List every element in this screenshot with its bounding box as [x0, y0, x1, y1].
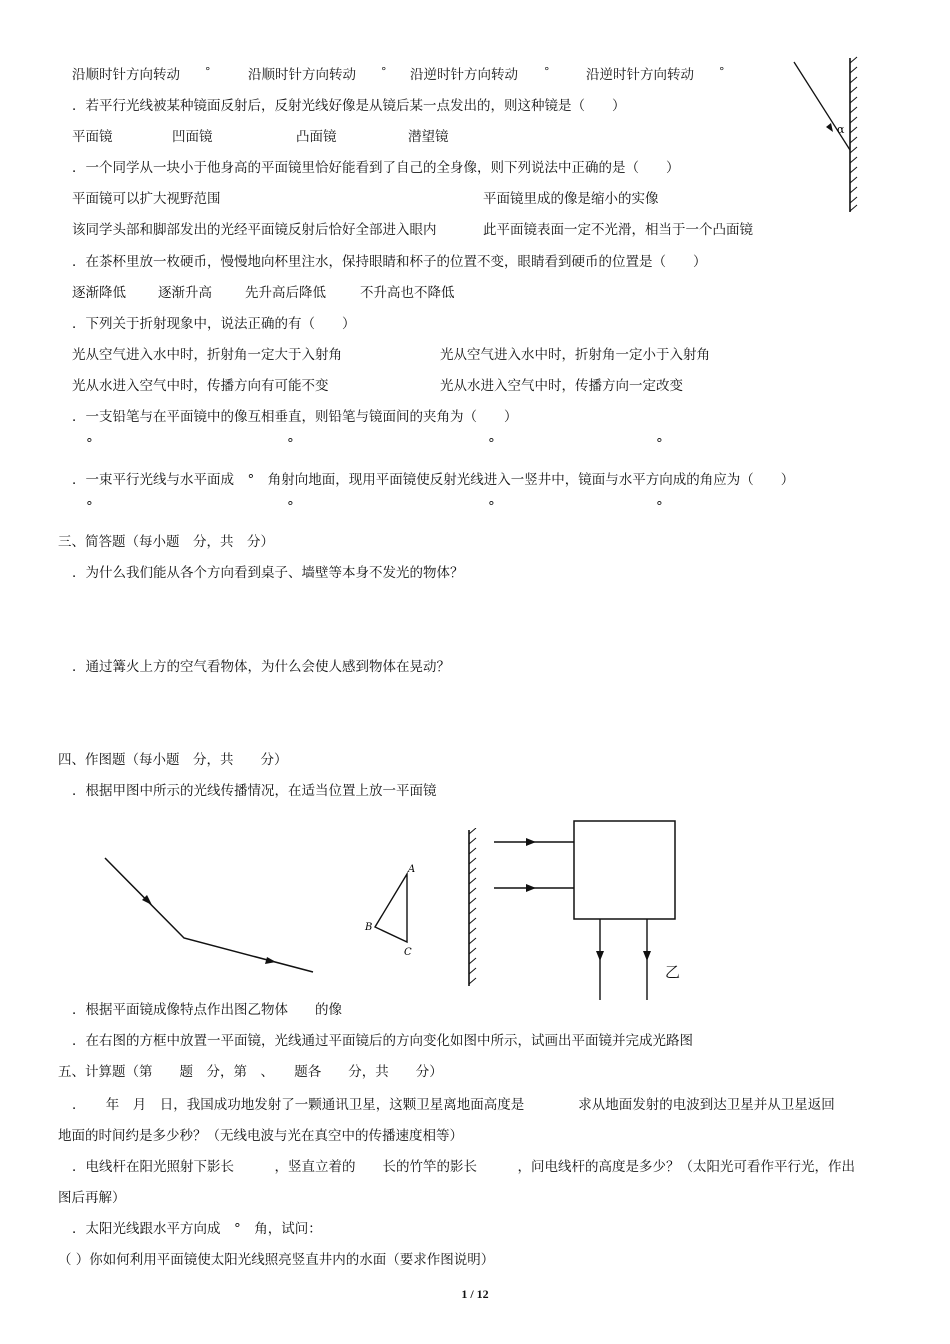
page-number: 1 / 12: [461, 1287, 489, 1301]
question-draw-2: ．根据平面镜成像特点作出图乙物体 的像: [72, 1002, 342, 1018]
angle-alpha-label: α: [837, 123, 845, 136]
question-full-body: ．一个同学从一块小于他身高的平面镜里恰好能看到了自己的全身像，则下列说法中正确的是（ ）: [72, 160, 680, 176]
option-a: °: [86, 436, 93, 452]
question-calc-3: ．太阳光线跟水平方向成 ° 角，试问：: [72, 1221, 322, 1237]
degree-mark: °: [544, 65, 550, 78]
option-b: °: [287, 499, 294, 515]
question-calc-1-cont: 地面的时间约是多少秒？（无线电波与光在真空中的传播速度相等）: [58, 1128, 463, 1144]
question-refraction: ．下列关于折射现象中，说法正确的有（ ）: [72, 316, 356, 332]
section-title: 四、作图题（每小题 分，共 分）: [58, 752, 288, 768]
degree-mark: °: [381, 65, 387, 78]
option-b: 逐渐升高: [158, 285, 212, 301]
option-b: 光从空气进入水中时，折射角一定小于入射角: [440, 347, 710, 363]
question-short-2: ．通过篝火上方的空气看物体，为什么会使人感到物体在晃动？: [72, 659, 450, 675]
option-b: °: [287, 436, 294, 452]
question-calc-2-cont: 图后再解）: [58, 1190, 126, 1206]
option-b: 平面镜里成的像是缩小的实像: [483, 191, 659, 207]
question-calc-3-sub: （ ）你如何利用平面镜使太阳光线照亮竖直井内的水面（要求作图说明）: [58, 1252, 495, 1268]
vertex-b-label: B: [365, 922, 373, 933]
option-c: 该同学头部和脚部发出的光经平面镜反射后恰好全部进入眼内: [72, 222, 437, 238]
option-c: 先升高后降低: [245, 285, 326, 301]
option-d: 此平面镜表面一定不光滑，相当于一个凸面镜: [483, 222, 753, 238]
question-calc-2: ．电线杆在阳光照射下影长 ，竖直立着的 长的竹竿的影长 ，问电线杆的高度是多少？（太阳光可看作平行光，作出: [72, 1159, 855, 1175]
degree-mark: °: [205, 65, 211, 78]
vertex-a-label: A: [408, 864, 416, 875]
question-pencil: ．一支铅笔与在平面镜中的像互相垂直，则铅笔与镜面间的夹角为（ ）: [72, 409, 518, 425]
vertical-mirror-figure: [460, 828, 490, 988]
option-c: °: [488, 436, 495, 452]
degree-mark: °: [719, 65, 725, 78]
option-c: 光从水进入空气中时，传播方向有可能不变: [72, 378, 329, 394]
option-d: 潜望镜: [408, 129, 449, 145]
question-short-1: ．为什么我们能从各个方向看到桌子、墙壁等本身不发光的物体？: [72, 565, 464, 581]
vertex-c-label: C: [404, 947, 412, 958]
box-mirror-figure: [490, 815, 680, 1005]
question-draw-1: ．根据甲图中所示的光线传播情况，在适当位置上放一平面镜: [72, 783, 437, 799]
option-a: 光从空气进入水中时，折射角一定大于入射角: [72, 347, 342, 363]
option-a: 平面镜可以扩大视野范围: [72, 191, 221, 207]
mirror-angle-figure: [785, 55, 865, 220]
option-c: 凸面镜: [296, 129, 337, 145]
option-c: 沿逆时针方向转动: [410, 67, 518, 83]
option-b: 沿顺时针方向转动: [248, 67, 356, 83]
option-a: 平面镜: [72, 129, 113, 145]
option-c: °: [488, 499, 495, 515]
option-a: °: [86, 499, 93, 515]
option-d: 光从水进入空气中时，传播方向一定改变: [440, 378, 683, 394]
triangle-object-figure: [362, 860, 422, 960]
option-b: 凹面镜: [172, 129, 213, 145]
question-mirror-type: ．若平行光线被某种镜面反射后，反射光线好像是从镜后某一点发出的，则这种镜是（ ）: [72, 98, 626, 114]
question-well: ．一束平行光线与水平面成 ° 角射向地面，现用平面镜使反射光线进入一竖井中，镜面与水平方向成的角应为（ ）: [72, 472, 795, 488]
option-d: 不升高也不降低: [360, 285, 455, 301]
section-title: 三、简答题（每小题 分，共 分）: [58, 534, 274, 550]
question-calc-1: ． 年 月 日，我国成功地发射了一颗通讯卫星，这颗卫星离地面高度是 求从地面发射的电波到达卫星并从卫星返回: [72, 1097, 835, 1113]
option-d: 沿逆时针方向转动: [586, 67, 694, 83]
option-d: °: [656, 499, 663, 515]
section-title: 五、计算题（第 题 分，第 、 题各 分，共 分）: [58, 1064, 443, 1080]
question-draw-3: ．在右图的方框中放置一平面镜，光线通过平面镜后的方向变化如图中所示，试画出平面镜并完成光路图: [72, 1033, 693, 1049]
ray-figure-jia: [100, 852, 320, 982]
option-d: °: [656, 436, 663, 452]
option-a: 逐渐降低: [72, 285, 126, 301]
figure-yi-label: 乙: [665, 963, 681, 981]
question-coin: ．在茶杯里放一枚硬币，慢慢地向杯里注水，保持眼睛和杯子的位置不变，眼睛看到硬币的位置是（ ）: [72, 254, 707, 270]
option-a: 沿顺时针方向转动: [72, 67, 180, 83]
